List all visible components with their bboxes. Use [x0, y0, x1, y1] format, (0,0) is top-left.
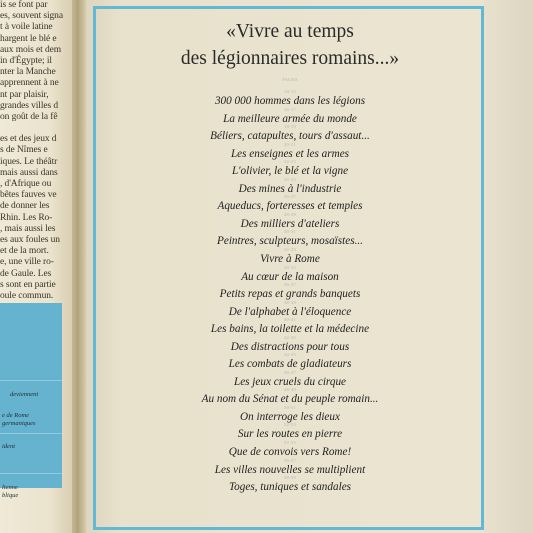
previous-page-line: is se font par: [0, 0, 48, 10]
page-title-line-1: «Vivre au temps: [226, 21, 354, 42]
toc-entry: Les enseignes et les armes: [230, 147, 350, 160]
toc-entry: Sur les routes en pierre: [237, 428, 343, 441]
toc-page-numbers: 22-23: [284, 159, 296, 165]
previous-page-line: et de la mort.: [0, 246, 49, 257]
pages-column-header: PAGES: [282, 77, 298, 82]
toc-entry: Petits repas et grands banquets: [219, 288, 361, 301]
toc-entry: 300 000 hommes dans les légions: [214, 95, 366, 107]
toc-entry: Au nom du Sénat et du peuple romain...: [201, 393, 379, 406]
toc-page-numbers: 28-29: [284, 211, 296, 217]
toc-entry: Des mines à l'industrie: [238, 182, 342, 195]
toc-page-numbers: 26-27: [284, 194, 296, 200]
toc-page-numbers: 48-49: [284, 387, 296, 393]
previous-page-line: s sont en partie: [0, 279, 56, 290]
previous-page-line: apprennent à ne: [0, 78, 59, 89]
previous-page: [0, 0, 72, 533]
page-title-line-2: des légionnaires romains...»: [180, 48, 400, 69]
previous-page-line: bêtes fauves ve: [0, 190, 57, 201]
toc-page-numbers: 16-17: [284, 106, 296, 112]
previous-page-line: nter la Manche: [0, 67, 56, 78]
blue-box-item: ident: [2, 443, 15, 450]
previous-page-line: es et des jeux d: [0, 134, 57, 145]
blue-box-item: lienne blique: [2, 484, 19, 499]
page-margin-right: [484, 0, 533, 533]
blue-box-divider: [0, 380, 62, 381]
previous-page-line: nt par plaisir,: [0, 89, 49, 100]
previous-page-line: , d'Afrique ou: [0, 179, 52, 189]
previous-page-text: [0, 0, 80, 302]
previous-page-line: iques. Le théâtr: [0, 156, 58, 167]
toc-entry: Des distractions pour tous: [230, 340, 350, 353]
blue-box-item: deviennent: [10, 391, 39, 398]
toc-page-numbers: 34-35: [284, 264, 296, 270]
toc-entry: L'olivier, le blé et la vigne: [231, 165, 349, 178]
toc-entry: Des milliers d'ateliers: [240, 217, 340, 230]
toc-page-numbers: 20-21: [284, 141, 296, 147]
toc-page-numbers: 52-53: [284, 422, 296, 428]
previous-page-line: Rhin. Les Ro-: [0, 212, 53, 223]
toc-entry: Les villes nouvelles se multiplient: [214, 463, 366, 476]
blue-box-divider: [0, 433, 62, 434]
toc-page-numbers: 44-45: [284, 352, 296, 358]
previous-page-line: in d'Égypte; il: [0, 55, 52, 66]
toc-entry: Que de convois vers Rome!: [228, 446, 352, 458]
toc-entry: Toges, tuniques et sandales: [228, 481, 352, 494]
toc-entry: Les bains, la toilette et la médecine: [210, 323, 370, 336]
previous-page-line: de donner les: [0, 201, 50, 212]
toc-page-numbers: 14-15: [284, 89, 296, 94]
previous-page-line: hargent le blé e: [0, 33, 57, 44]
toc-page-numbers: 30-31: [284, 229, 296, 235]
previous-page-line: [0, 123, 80, 134]
book-gutter: [72, 0, 86, 533]
toc-page-numbers: 40-41: [284, 317, 296, 323]
toc-page-numbers: 58-59: [284, 475, 296, 481]
previous-page-line: de Gaule. Les: [0, 268, 52, 279]
toc-page-numbers: 50-51: [284, 404, 296, 410]
previous-page-line: oule commun.: [0, 290, 54, 301]
previous-page-line: grandes villes d: [0, 100, 59, 111]
toc-page-numbers: 54-55: [284, 440, 296, 445]
toc-entry: Les combats de gladiateurs: [228, 358, 352, 371]
toc-page-numbers: 42-43: [284, 334, 296, 340]
toc-entry: Vivre à Rome: [260, 252, 320, 265]
blue-box-item: e de Rome germaniques: [2, 412, 36, 427]
toc-page-numbers: 24-25: [284, 176, 296, 182]
toc-page-numbers: 46-47: [284, 369, 296, 375]
previous-page-line: s de Nîmes e: [0, 145, 48, 156]
toc-page-numbers: 38-39: [284, 299, 296, 305]
toc-page-numbers: 18-19: [284, 124, 296, 130]
toc-entry: Béliers, catapultes, tours d'assaut...: [210, 130, 370, 143]
toc-entry: On interroge les dieux: [240, 410, 340, 423]
previous-page-line: , mais aussi les: [0, 223, 56, 234]
toc-page-numbers: 36-37: [284, 282, 296, 288]
previous-page-line: aux mois et dem: [0, 44, 62, 55]
toc-page-numbers: 32-33: [284, 246, 296, 252]
previous-page-line: on goût de la fê: [0, 111, 58, 122]
previous-page-line: es, souvent signa: [0, 11, 63, 22]
toc-entry: La meilleure armée du monde: [223, 112, 357, 125]
blue-box-divider: [0, 473, 62, 474]
previous-page-line: es aux foules un: [0, 234, 60, 245]
toc-entry: Aqueducs, forteresses et temples: [217, 200, 363, 213]
toc-entry: De l'alphabet à l'éloquence: [228, 305, 352, 318]
previous-page-line: t à voile latine: [0, 22, 53, 33]
toc-page-numbers: 56-57: [284, 457, 296, 463]
previous-page-line: e, une ville ro-: [0, 257, 54, 268]
previous-page-line: mais aussi dans: [0, 167, 58, 178]
toc-entry: Les jeux cruels du cirque: [233, 375, 347, 388]
previous-page-blue-box: [0, 303, 62, 499]
toc-entry: Peintres, sculpteurs, mosaïstes...: [217, 235, 363, 248]
toc-entry: Au cœur de la maison: [241, 270, 339, 283]
